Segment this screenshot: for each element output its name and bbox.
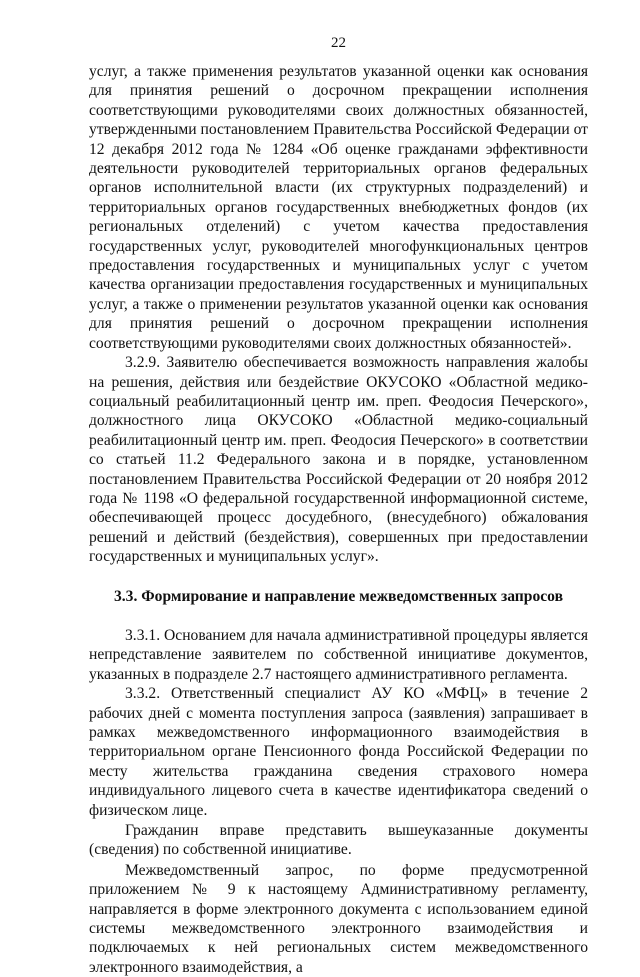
paragraph-citizen-right: Гражданин вправе представить вышеуказанные документы (сведения) по собственной инициативе. <box>89 822 588 859</box>
paragraph-3-3-1: 3.3.1. Основанием для начала административной процедуры является непредставление заявителем по собственной инициативе документов, указанных в подразделе 2.7 настоящего административного регламента. <box>89 626 588 683</box>
page-number: 22 <box>331 35 346 51</box>
section-heading: 3.3. Формирование и направление межведомственных запросов <box>113 587 564 605</box>
paragraph-interagency-request: Межведомственный запрос, по форме предусмотренной приложением № 9 к настоящему Административному регламенту, направляется в форме электронного документа с использованием единой системы межведомственного электронного взаимодействия и подключаемых к ней региональных систем межведомственного электронного взаимодействия, а <box>89 861 588 976</box>
paragraph-3-3-2: 3.3.2. Ответственный специалист АУ КО «МФЦ» в течение 2 рабочих дней с момента поступления запроса (заявления) запрашивает в рамках межведомственного информационного взаимодействия в территориальном органе Пенсионного фонда Российской Федерации по месту жительства гражданина сведения страхового номера индивидуального лицевого счета в качестве идентификатора сведений о физическом лице. <box>89 685 588 819</box>
paragraph-3-2-9: 3.2.9. Заявителю обеспечивается возможность направления жалобы на решения, действия или бездействие ОКУСОКО «Областной медико-социальный реабилитационный центр им. преп. Феодосия Печерского», должностного лица ОКУСОКО «Областной медико-социальный реабилитационный центр им. преп. Феодосия Печерского» в соответствии со статьей 11.2 Федерального закона и в порядке, установленном постановлением Правительства Российской Федерации от 20 ноября 2012 года № 1198 «О федеральной государственной информационной системе, обеспечивающей процесс досудебного, (внесудебного) обжалования решений и действий (бездействия), совершенных при предоставлении государственных и муниципальных услуг». <box>89 354 588 566</box>
paragraph-continuation: услуг, а также применения результатов указанной оценки как основания для принятия решений о досрочном прекращении исполнения соответствующими руководителями своих должностных обязанностей, утвержденными постановлением Правительства Российской Федерации от 12 декабря 2012 года № 1284 «Об оценке гражданами эффективности деятельности руководителей территориальных органов федеральных органов исполнительной власти (их структурных подразделений) и территориальных органов государственных внебюджетных фондов (их региональных отделений) с учетом качества предоставления государственных услуг, руководителей многофункциональных центров предоставления государственных и муниципальных услуг с учетом качества организации предоставления государственных и муниципальных услуг, а также о применении результатов указанной оценки как основания для принятия решений о досрочном прекращении исполнения соответствующими руководителями своих должностных обязанностей». <box>89 63 588 352</box>
